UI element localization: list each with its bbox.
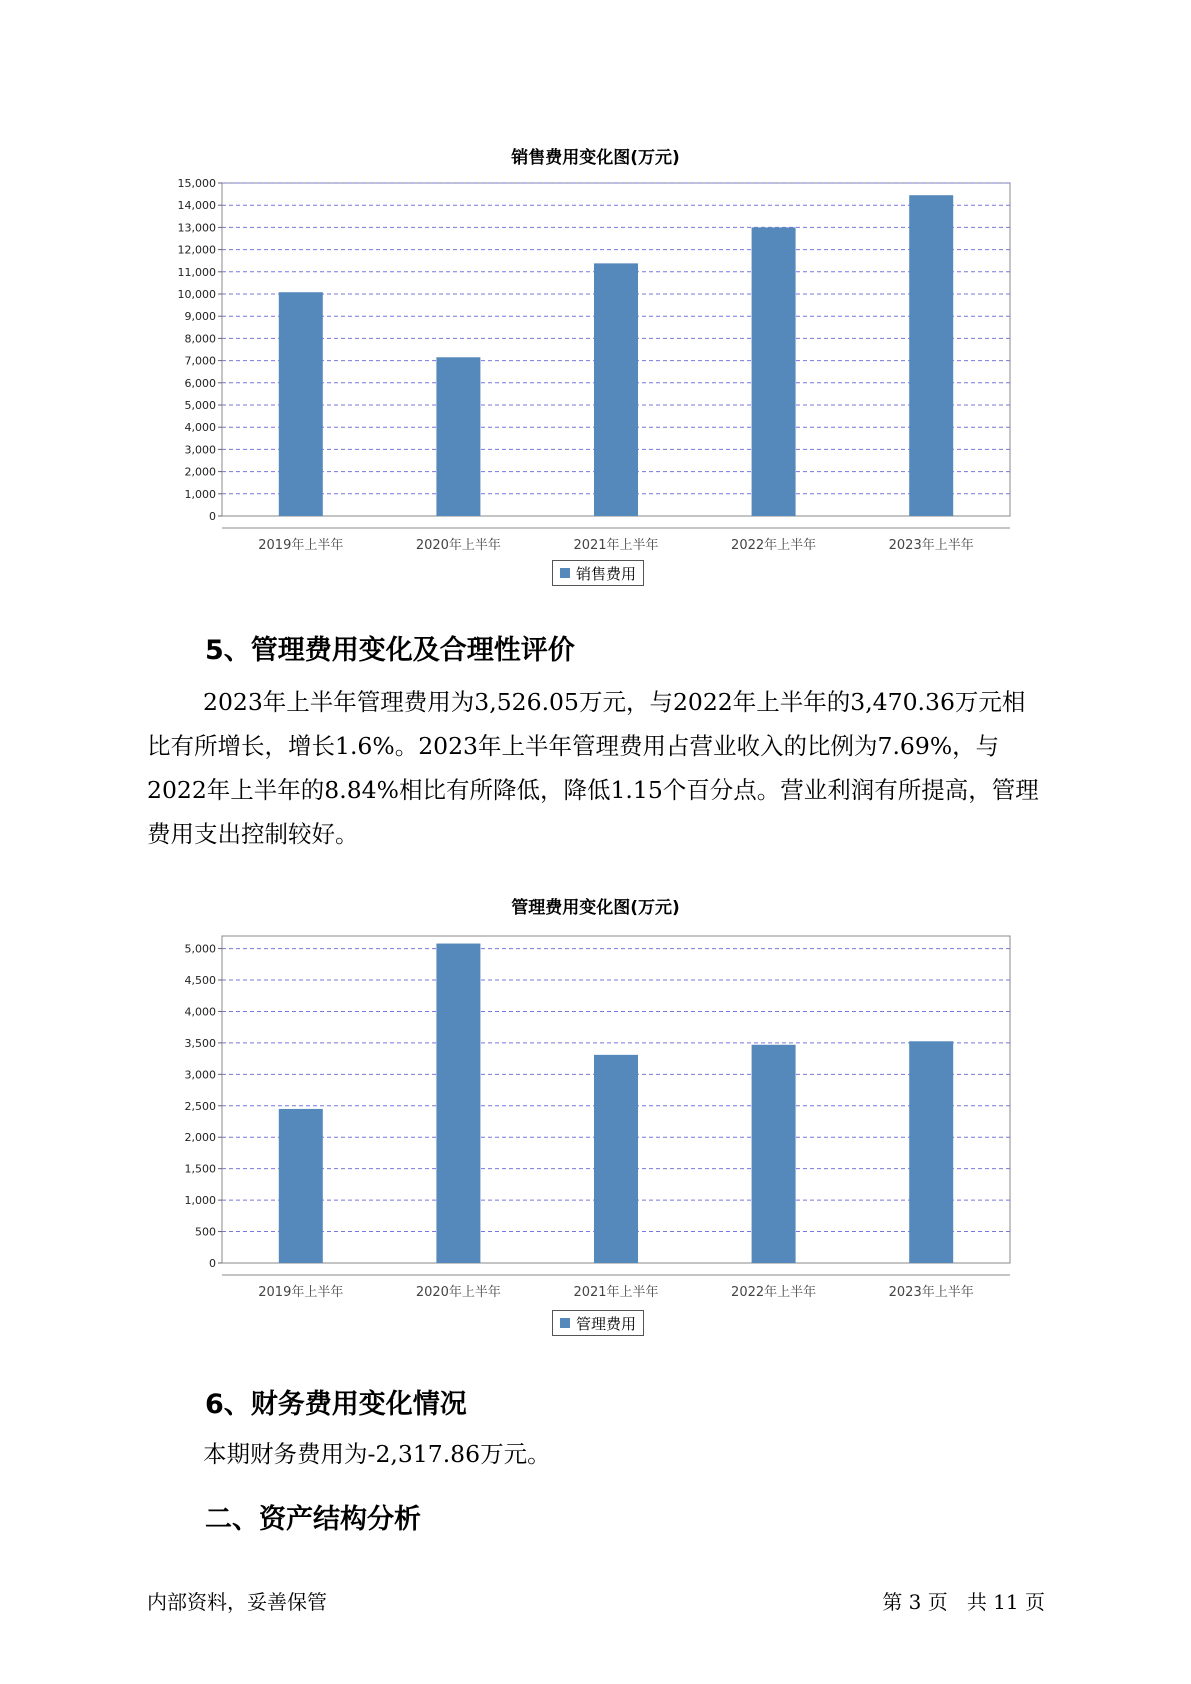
- chart2-legend: [552, 1310, 644, 1336]
- y-tick-label: 8,000: [184, 332, 216, 346]
- chart2-legend-label: 管理费用: [576, 1314, 637, 1333]
- section5-paragraph: 2023年上半年管理费用为3,526.05万元，与2022年上半年的3,470.36万元相比有所增长，增长1.6%。2023年上半年管理费用占营业收入的比例为7.69%，与2022年上半年的8.84%相比有所降低，降低1.15个百分点。营业利润有所提高，管理费用支出控制较好。: [147, 688, 1039, 848]
- y-tick-label: 10,000: [177, 288, 216, 301]
- y-tick-label: 11,000: [177, 265, 216, 279]
- y-tick-label: 9,000: [184, 310, 216, 324]
- y-tick-label: 7,000: [184, 354, 216, 368]
- y-tick-label: 14,000: [177, 199, 216, 213]
- x-tick-label: 2021年上半年: [573, 538, 659, 553]
- y-tick-label: 0: [209, 1257, 216, 1270]
- y-tick-label: 5,000: [184, 942, 216, 956]
- y-tick-label: 12,000: [177, 243, 216, 257]
- y-tick-label: 5,000: [184, 399, 216, 412]
- bar-2021年上半年: [594, 1055, 638, 1263]
- x-tick-label: 2019年上半年: [258, 1285, 344, 1300]
- y-tick-label: 3,000: [184, 443, 216, 457]
- y-tick-label: 13,000: [177, 221, 216, 235]
- y-tick-label: 2,500: [184, 1099, 216, 1113]
- y-tick-label: 1,500: [184, 1162, 216, 1176]
- x-tick-label: 2019年上半年: [258, 538, 344, 553]
- chart1-legend-label: 销售费用: [576, 564, 637, 583]
- footer-page-number: 第 3 页 共 11 页: [882, 1590, 1045, 1614]
- y-tick-label: 4,500: [184, 974, 216, 988]
- x-tick-label: 2023年上半年: [888, 1285, 974, 1300]
- x-tick-label: 2021年上半年: [573, 1285, 659, 1300]
- bar-2023年上半年: [909, 1041, 953, 1263]
- chart1-title: 销售费用变化图(万元): [511, 148, 680, 168]
- y-tick-label: 500: [195, 1225, 216, 1239]
- section5-heading: 5、管理费用变化及合理性评价: [205, 635, 575, 666]
- section6-paragraph: 本期财务费用为-2,317.86万元。: [203, 1440, 551, 1468]
- section-two-heading: 二、资产结构分析: [205, 1504, 421, 1535]
- y-tick-label: 2,000: [184, 1131, 216, 1145]
- y-tick-label: 15,000: [177, 177, 216, 190]
- chart2-legend-swatch: [560, 1318, 570, 1328]
- y-tick-label: 3,500: [184, 1036, 216, 1050]
- x-tick-label: 2020年上半年: [415, 538, 501, 553]
- bar-2022年上半年: [752, 1045, 796, 1263]
- footer-left: 内部资料，妥善保管: [147, 1590, 327, 1614]
- chart2-title: 管理费用变化图(万元): [511, 898, 680, 918]
- x-tick-label: 2023年上半年: [888, 538, 974, 553]
- y-tick-label: 2,000: [184, 465, 216, 479]
- x-tick-label: 2022年上半年: [731, 538, 817, 553]
- y-tick-label: 4,000: [184, 421, 216, 435]
- y-tick-label: 3,000: [184, 1068, 216, 1082]
- y-tick-label: 1,000: [184, 1194, 216, 1208]
- y-tick-label: 1,000: [184, 487, 216, 501]
- section6-heading: 6、财务费用变化情况: [205, 1389, 467, 1420]
- x-tick-label: 2022年上半年: [731, 1285, 817, 1300]
- bar-2020年上半年: [436, 944, 480, 1263]
- bar-2019年上半年: [279, 1109, 323, 1263]
- y-tick-label: 0: [209, 510, 216, 523]
- y-tick-label: 4,000: [184, 1005, 216, 1019]
- y-tick-label: 6,000: [184, 376, 216, 390]
- x-tick-label: 2020年上半年: [415, 1285, 501, 1300]
